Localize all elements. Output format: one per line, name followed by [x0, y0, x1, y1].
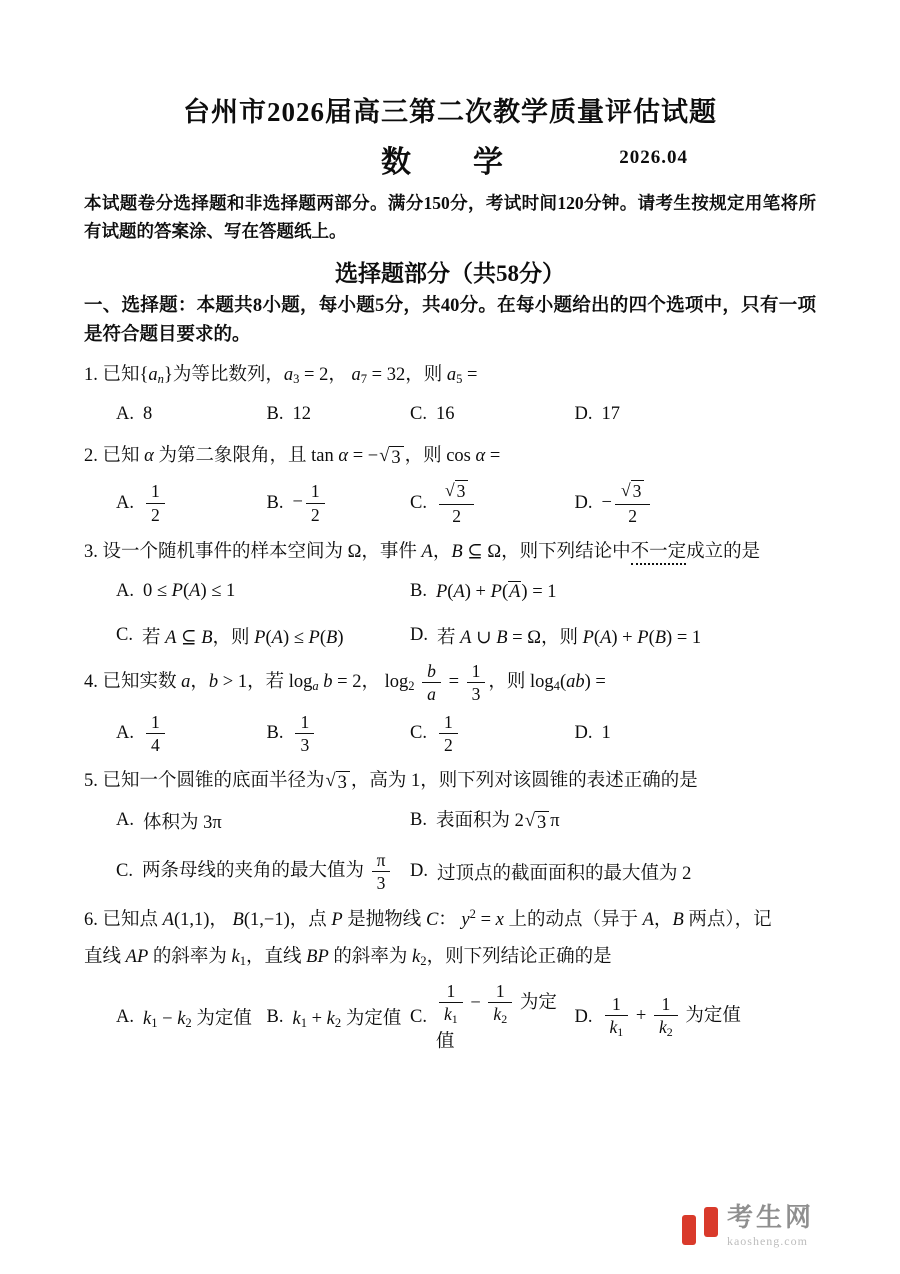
- option-label: A.: [116, 581, 134, 602]
- option-label: A.: [116, 723, 134, 744]
- option-B: [410, 806, 816, 836]
- kaosheng-logo-icon: [682, 1207, 718, 1245]
- option-D: [410, 621, 816, 651]
- option-label: D.: [410, 625, 428, 646]
- option-B: [267, 712, 411, 755]
- option-body: $\frac{1}{k_1}$ − $\frac{1}{k_2}$ 为定值: [435, 981, 557, 1053]
- option-body: P(A) + P(A) = 1: [435, 581, 557, 602]
- option-A: [116, 712, 267, 755]
- option-A: [116, 806, 410, 836]
- option-C: [410, 981, 575, 1053]
- question-6-options: [84, 981, 816, 1053]
- option-B: [267, 481, 411, 524]
- option-B: [267, 400, 411, 430]
- option-D: [410, 857, 816, 887]
- option-body: $\frac{1}{4}$: [143, 712, 168, 755]
- question-3-options: [84, 577, 816, 651]
- option-label: C.: [410, 723, 427, 744]
- question-2-stem-line-1: 2. 已知 α 为第二象限角，且 tan α = − √ 3 ，则 cos α =: [84, 440, 816, 472]
- option-body: $k_1 + k_2$ 为定值: [292, 1008, 402, 1030]
- option-label: A.: [116, 492, 134, 513]
- option-B: [410, 577, 816, 607]
- option-D: [575, 719, 817, 749]
- option-label: B.: [410, 581, 427, 602]
- option-C: [116, 850, 410, 893]
- option-body: 1: [601, 723, 611, 744]
- option-body: √ 3 2: [436, 480, 477, 526]
- option-body: 17: [601, 404, 620, 425]
- option-label: D.: [574, 404, 593, 425]
- option-label: C.: [116, 861, 133, 882]
- question-1: [84, 359, 816, 429]
- option-D: [575, 994, 817, 1040]
- option-body: 12: [292, 404, 311, 425]
- option-body: 16: [435, 404, 455, 425]
- option-label: B.: [266, 1006, 284, 1027]
- option-label: B.: [266, 723, 284, 744]
- question-1-options: [84, 400, 816, 430]
- option-label: A.: [116, 404, 134, 425]
- option-body: 若 A ⊆ B，则 P(A) ≤ P(B): [141, 627, 344, 648]
- option-body: 若 A ∪ B = Ω，则 P(A) + P(B) = 1: [437, 627, 702, 648]
- option-body: − $\frac{1}{2}$: [292, 481, 327, 524]
- question-5-stem-line-1: 5. 已知一个圆锥的底面半径为 √ 3 ，高为 1，则下列对该圆锥的表述正确的是: [84, 765, 816, 797]
- option-A: [116, 1002, 267, 1032]
- questions: [84, 359, 816, 1053]
- option-C: [116, 621, 410, 651]
- option-label: B.: [266, 492, 284, 513]
- section-instruction: 一、选择题：本题共8小题，每小题5分，共40分。在每小题给出的四个选项中，只有一项是符合题目要求的。: [84, 296, 816, 345]
- question-4-stem-line-1: 4. 已知实数 a，b > 1，若 $\log_a b = 2$， $\log_2$ $\frac{b}{a}$ = $\frac{1}{3}$ ，则 $\log_4(ab)$ =: [84, 660, 606, 704]
- option-C: [410, 400, 575, 430]
- option-label: D.: [410, 861, 428, 882]
- option-D: [575, 480, 817, 526]
- option-label: B.: [266, 404, 284, 425]
- intro-text: 本试题卷分选择题和非选择题两部分。满分150分，考试时间120分钟。请考生按规定用笔将所有试题的答案涂、写在答题纸上。: [84, 193, 816, 241]
- option-A: [116, 577, 410, 607]
- option-label: D.: [574, 492, 593, 513]
- watermark: [682, 1204, 814, 1248]
- option-body: $\frac{1}{2}$: [143, 481, 168, 524]
- question-6: [84, 903, 816, 1053]
- question-2-options: [84, 480, 816, 526]
- question-6-stem-line-1: 6. 已知点 A(1,1)， B(1,−1)，点 P 是抛物线 C： $y^2 = x$ 上的动点（异于 A，B 两点），记: [84, 907, 772, 931]
- page-title: 台州市2026届高三第二次教学质量评估试题: [183, 97, 717, 127]
- option-body: 0 ≤ P(A) ≤ 1: [143, 581, 236, 602]
- question-4: [84, 661, 816, 756]
- option-label: C.: [116, 625, 133, 646]
- option-label: B.: [410, 810, 427, 831]
- question-3: [84, 536, 816, 650]
- option-body: 过顶点的截面面积的最大值为 2: [437, 863, 692, 884]
- option-A: [116, 481, 267, 524]
- option-label: D.: [574, 1006, 593, 1027]
- option-A: [116, 400, 267, 430]
- brand-text: [727, 1204, 814, 1248]
- brand-site: kaosheng.com: [726, 1233, 808, 1248]
- option-body: $\frac{1}{3}$: [292, 712, 317, 755]
- subject-title: 数 学: [381, 146, 519, 179]
- option-label: A.: [116, 810, 134, 831]
- option-C: [410, 480, 575, 526]
- subject-line: [84, 137, 816, 181]
- option-label: C.: [410, 1006, 427, 1027]
- option-body: $\frac{1}{2}$: [436, 712, 461, 755]
- question-3-stem-line-1: 3. 设一个随机事件的样本空间为 Ω，事件 A，B ⊆ Ω，则下列结论中不一定成立的是: [84, 536, 816, 568]
- option-body: 8: [143, 404, 153, 425]
- question-6-stem-line-2: 直线 AP 的斜率为 $k_1$，直线 BP 的斜率为 $k_2$，则下列结论正确的是: [84, 946, 612, 968]
- option-body: − √ 3 2: [602, 480, 654, 526]
- option-body: 体积为 3π: [143, 812, 222, 833]
- option-body: $k_1 - k_2$ 为定值: [143, 1008, 252, 1030]
- option-label: D.: [574, 723, 593, 744]
- brand-name: 考生网: [726, 1203, 814, 1233]
- option-D: [575, 400, 817, 430]
- exam-date: 2026.04: [619, 147, 688, 168]
- option-body: 两条母线的夹角的最大值为 $\frac{\pi}{3}$: [142, 850, 394, 893]
- option-B: [267, 1002, 411, 1032]
- question-1-stem-line-1: 1. 已知$\{a_n\}$为等比数列，$a_3 = 2$， $a_7 = 32$，则 $a_5$ =: [84, 365, 478, 387]
- option-body: $\frac{1}{k_1}$ + $\frac{1}{k_2}$ 为定值: [602, 994, 741, 1040]
- section-title: 选择题部分（共58分）: [335, 261, 565, 286]
- option-label: C.: [410, 404, 427, 425]
- option-label: C.: [410, 492, 427, 513]
- question-5-options: [84, 806, 816, 893]
- option-label: A.: [116, 1006, 134, 1027]
- option-body: 表面积为 2 √ 3 π: [436, 806, 560, 835]
- question-2: [84, 440, 816, 527]
- question-4-options: [84, 712, 816, 755]
- option-C: [410, 712, 575, 755]
- question-5: [84, 765, 816, 893]
